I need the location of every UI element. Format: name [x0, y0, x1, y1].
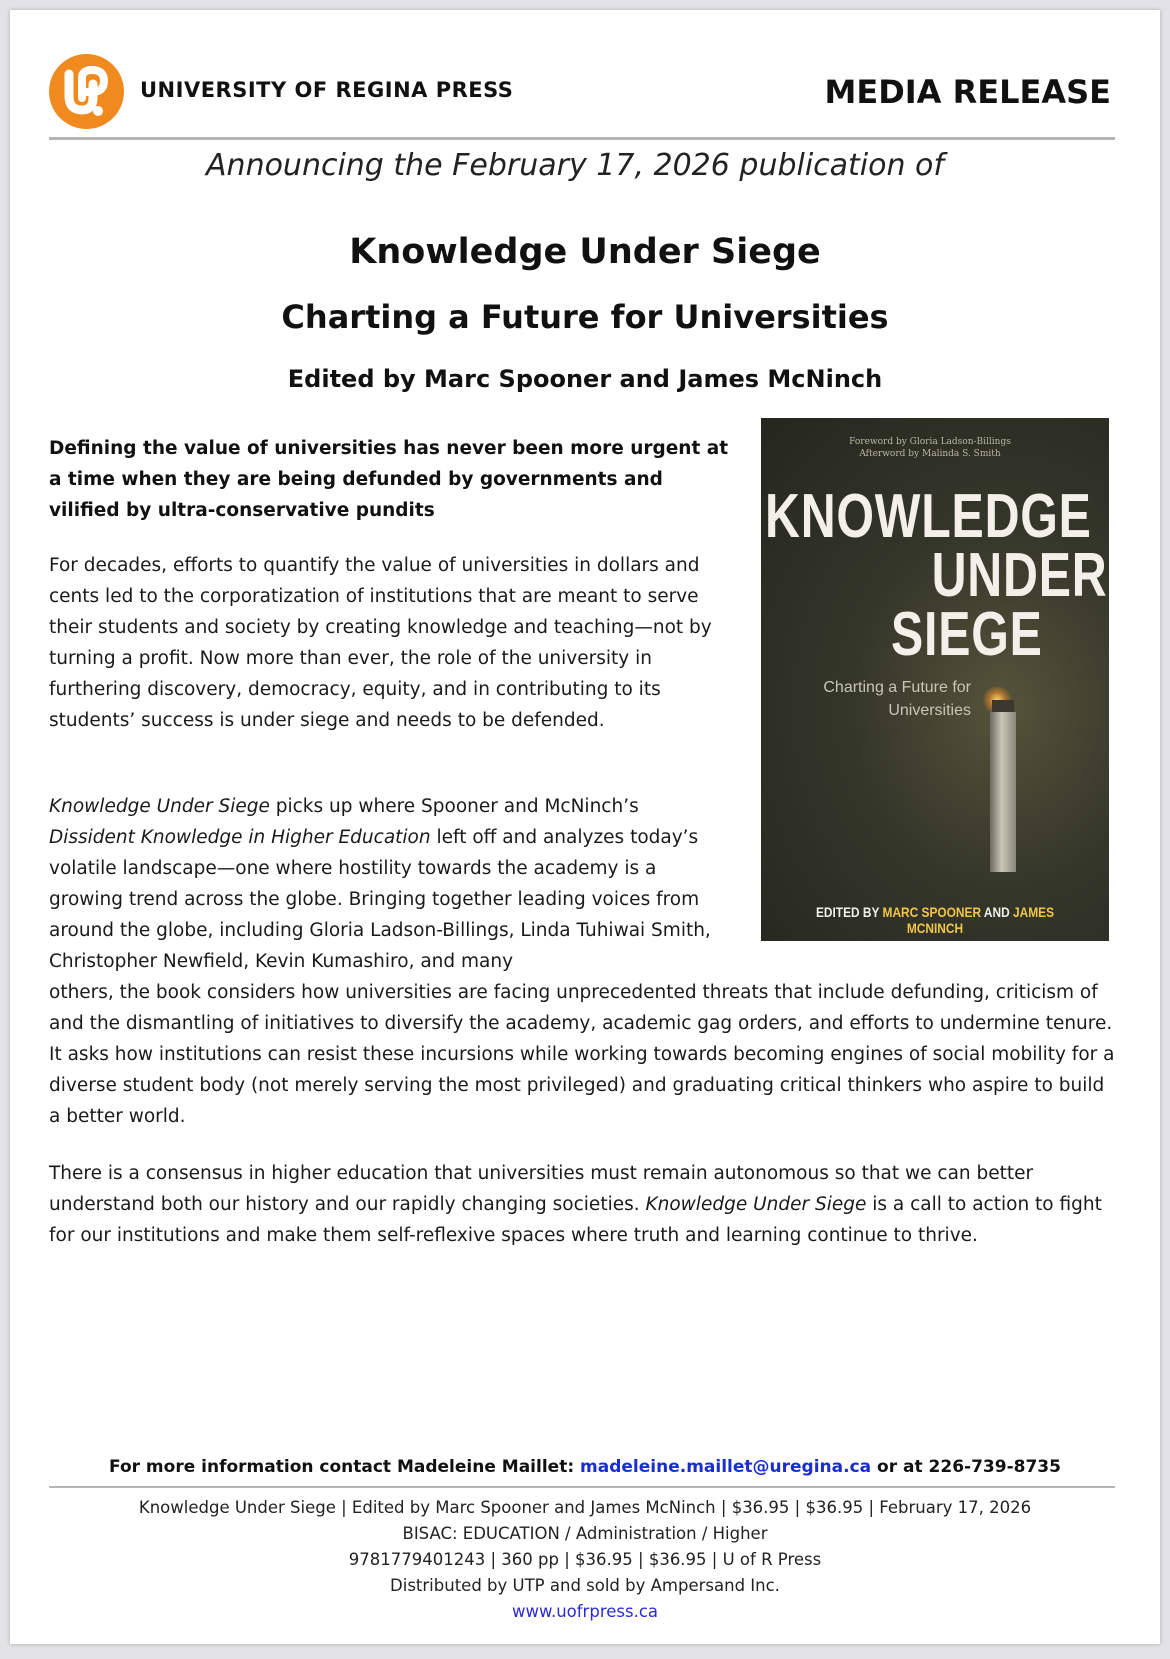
announcement: Announcing the February 17, 2026 publication of — [206, 148, 944, 183]
cover-subtitle — [801, 676, 971, 722]
cover-word-under: UNDER — [931, 541, 1107, 610]
book-editors: Edited by Marc Spooner and James McNinch — [287, 365, 883, 393]
body-paragraph-2 — [49, 791, 1115, 1132]
cover-editor1: MARC SPOONER — [882, 904, 982, 920]
book-title-italic: Knowledge Under Siege — [49, 796, 270, 817]
cover-editor2: JAMES MCNINCH — [906, 904, 1055, 936]
footer-divider — [49, 1486, 1115, 1488]
cover-edited-by: EDITED BY — [815, 904, 880, 920]
cover-credits — [761, 436, 1099, 460]
org-name: UNIVERSITY OF REGINA PRESS — [140, 78, 514, 102]
cover-subtitle-line2: Universities — [888, 702, 971, 719]
contact-phone: or at 226-739-8735 — [871, 1457, 1061, 1477]
contact-email-link[interactable]: madeleine.maillet@uregina.ca — [580, 1457, 872, 1477]
lead-paragraph: Defining the value of universities has never been more urgent at a time when they are being defunded by governments and vilified by ultra-conservative pundits — [49, 438, 729, 521]
footer-line-3: 9781779401243 | 360 pp | $36.95 | $36.95 | U of R Press — [348, 1550, 822, 1569]
footer-line-2: BISAC: EDUCATION / Administration / Higher — [402, 1524, 768, 1543]
footer-details — [0, 1495, 1170, 1625]
cover-foreword: Foreword by Gloria Ladson-Billings — [849, 437, 1011, 447]
contact-prefix: For more information contact Madeleine Maillet: — [109, 1457, 581, 1477]
header-divider — [49, 137, 1115, 140]
media-release-label: MEDIA RELEASE — [824, 73, 1111, 111]
body-paragraph-3 — [49, 1158, 1115, 1251]
book-title-italic: Knowledge Under Siege — [645, 1194, 867, 1215]
website-link[interactable]: www.uofrpress.ca — [511, 1602, 659, 1621]
cover-afterword: Afterword by Malinda S. Smith — [859, 449, 1001, 459]
text-segment: There is a consensus in higher education that universities must remain autonomous so that we can better understand both our history and our rapidly changing societies. — [49, 1163, 1034, 1215]
text-segment-full-width: others, the book considers how universities are facing unprecedented threats that include defunding, criticism of and the dismantling of initiatives to diversify the academy, academic gag orders, and efforts to undermine tenure. It asks how institutions can resist these incursions while working towards becoming engines of social mobility for a diverse student body (not merely serving the most privileged) and graduating critical thinkers who aspire to build a better world. — [49, 982, 1115, 1127]
book-title: Knowledge Under Siege — [349, 232, 821, 272]
cover-word-siege: SIEGE — [891, 600, 1043, 669]
press-logo — [49, 54, 124, 129]
body-paragraph-1: For decades, efforts to quantify the value of universities in dollars and cents led to the corporatization of institutions that are meant to serve their students and society by creating knowledge and teaching—not by turning a profit. Now more than ever, the role of the university in furthering discovery, democracy, equity, and in contributing to its students’ success is under siege and needs to be defended. — [49, 555, 712, 731]
footer-line-1: Knowledge Under Siege | Edited by Marc Spooner and James McNinch | $36.95 | $36.95 | February 17, 2026 — [138, 1498, 1032, 1517]
footer-line-4: Distributed by UTP and sold by Ampersand Inc. — [390, 1576, 780, 1595]
cover-subtitle-line1: Charting a Future for — [823, 679, 971, 696]
cover-and: AND — [983, 904, 1010, 920]
text-segment: left off and analyzes today’s volatile landscape—one where hostility towards the academy is a growing trend across the globe. Bringing together leading voices from around the globe, including Gloria Ladson-Billings, Linda Tuhiwai Smith, Christopher Newfield, Kevin Kumashiro, and many — [49, 827, 711, 972]
text-segment: picks up where Spooner and McNinch’s — [269, 796, 639, 817]
book-subtitle: Charting a Future for Universities — [281, 298, 889, 336]
header — [49, 51, 1115, 136]
prior-book-title-italic: Dissident Knowledge in Higher Education — [49, 827, 431, 848]
contact-line — [0, 1457, 1170, 1477]
cover-word-knowledge: KNOWLEDGE — [765, 482, 1092, 551]
text-segment: is a call to action to fight for our institutions and make them self-reflexive spaces where truth and learning continue to thrive. — [49, 1194, 1102, 1246]
body-paragraph-2-wrap — [49, 791, 729, 977]
